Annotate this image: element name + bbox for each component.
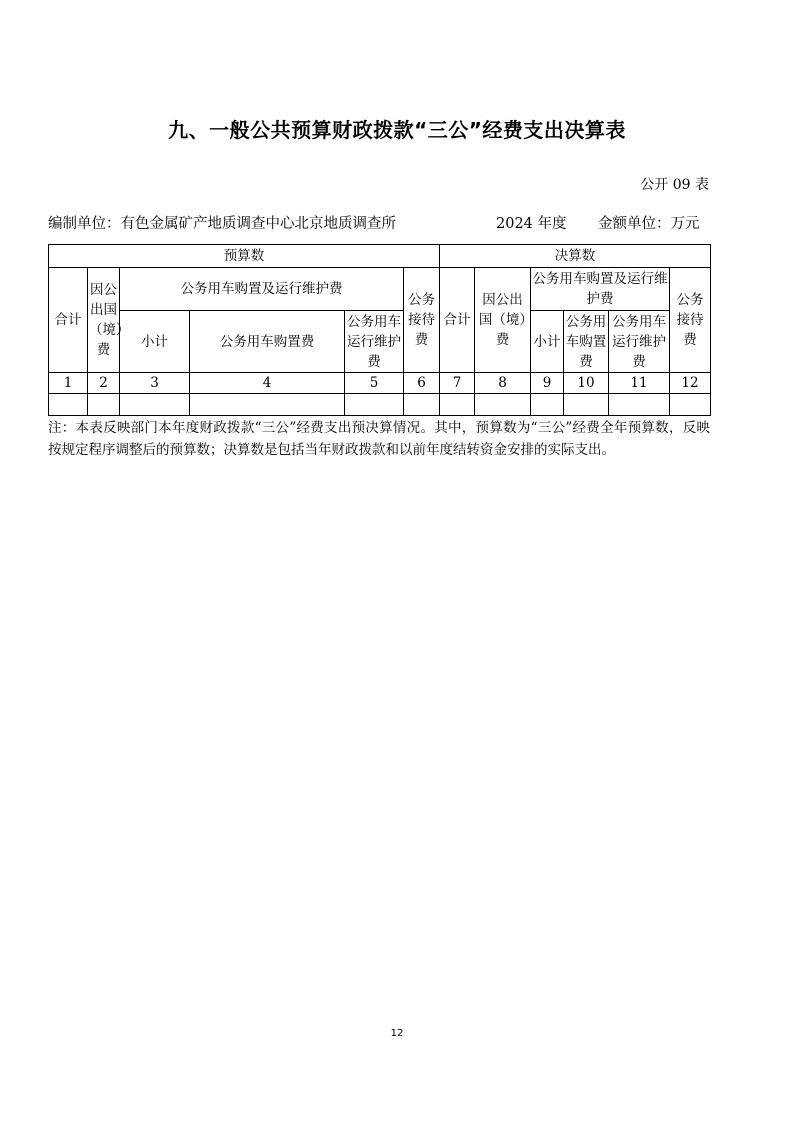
final-purchase-header: 公务用车购置费 (564, 311, 609, 373)
fiscal-year: 2024 年度 (496, 216, 567, 232)
data-cell (190, 394, 345, 416)
data-cell (120, 394, 190, 416)
column-number: 5 (345, 373, 404, 394)
budget-operation-header: 公务用车运行维护费 (345, 311, 404, 373)
table-note: 注：本表反映部门本年度财政拨款“三公”经费支出预决算情况。其中，预算数为“三公”经费全年预算数，反映按规定程序调整后的预算数；决算数是包括当年财政拨款和以前年度结转资金安排的实际支出。 (48, 420, 710, 458)
column-number: 12 (670, 373, 711, 394)
budget-subtotal-header: 小计 (120, 311, 190, 373)
final-subtotal-header: 小计 (531, 311, 564, 373)
data-cell (404, 394, 440, 416)
data-cell (345, 394, 404, 416)
final-reception-header: 公务接待费 (670, 268, 711, 373)
column-number: 9 (531, 373, 564, 394)
budget-purchase-header: 公务用车购置费 (190, 311, 345, 373)
budget-vehicle-group-header: 公务用车购置及运行维护费 (120, 268, 404, 311)
page-number: 12 (390, 1028, 404, 1039)
final-header: 决算数 (440, 245, 711, 268)
amount-unit: 金额单位：万元 (598, 216, 700, 232)
data-cell (440, 394, 475, 416)
column-number: 2 (88, 373, 120, 394)
data-cell (475, 394, 531, 416)
column-number: 4 (190, 373, 345, 394)
column-number: 3 (120, 373, 190, 394)
column-number: 8 (475, 373, 531, 394)
final-total-header: 合计 (440, 268, 475, 373)
column-number: 7 (440, 373, 475, 394)
final-operation-header: 公务用车运行维护费 (609, 311, 670, 373)
final-abroad-header: 因公出国（境）费 (475, 268, 531, 373)
budget-header: 预算数 (49, 245, 440, 268)
final-vehicle-group-header: 公务用车购置及运行维护费 (531, 268, 670, 311)
data-cell (531, 394, 564, 416)
column-number: 10 (564, 373, 609, 394)
budget-abroad-header: 因公出国（境）费 (88, 268, 120, 373)
three-public-expenses-table (48, 244, 711, 416)
column-number: 6 (404, 373, 440, 394)
compiling-unit: 编制单位：有色金属矿产地质调查中心北京地质调查所 (48, 216, 396, 232)
data-cell (670, 394, 711, 416)
page-title: 九、一般公共预算财政拨款“三公”经费支出决算表 (168, 118, 626, 142)
budget-reception-header: 公务接待费 (404, 268, 440, 373)
data-cell (564, 394, 609, 416)
data-cell (88, 394, 120, 416)
budget-total-header: 合计 (49, 268, 88, 373)
column-number: 1 (49, 373, 88, 394)
column-number: 11 (609, 373, 670, 394)
form-number: 公开 09 表 (640, 177, 709, 193)
data-cell (49, 394, 88, 416)
data-cell (609, 394, 670, 416)
